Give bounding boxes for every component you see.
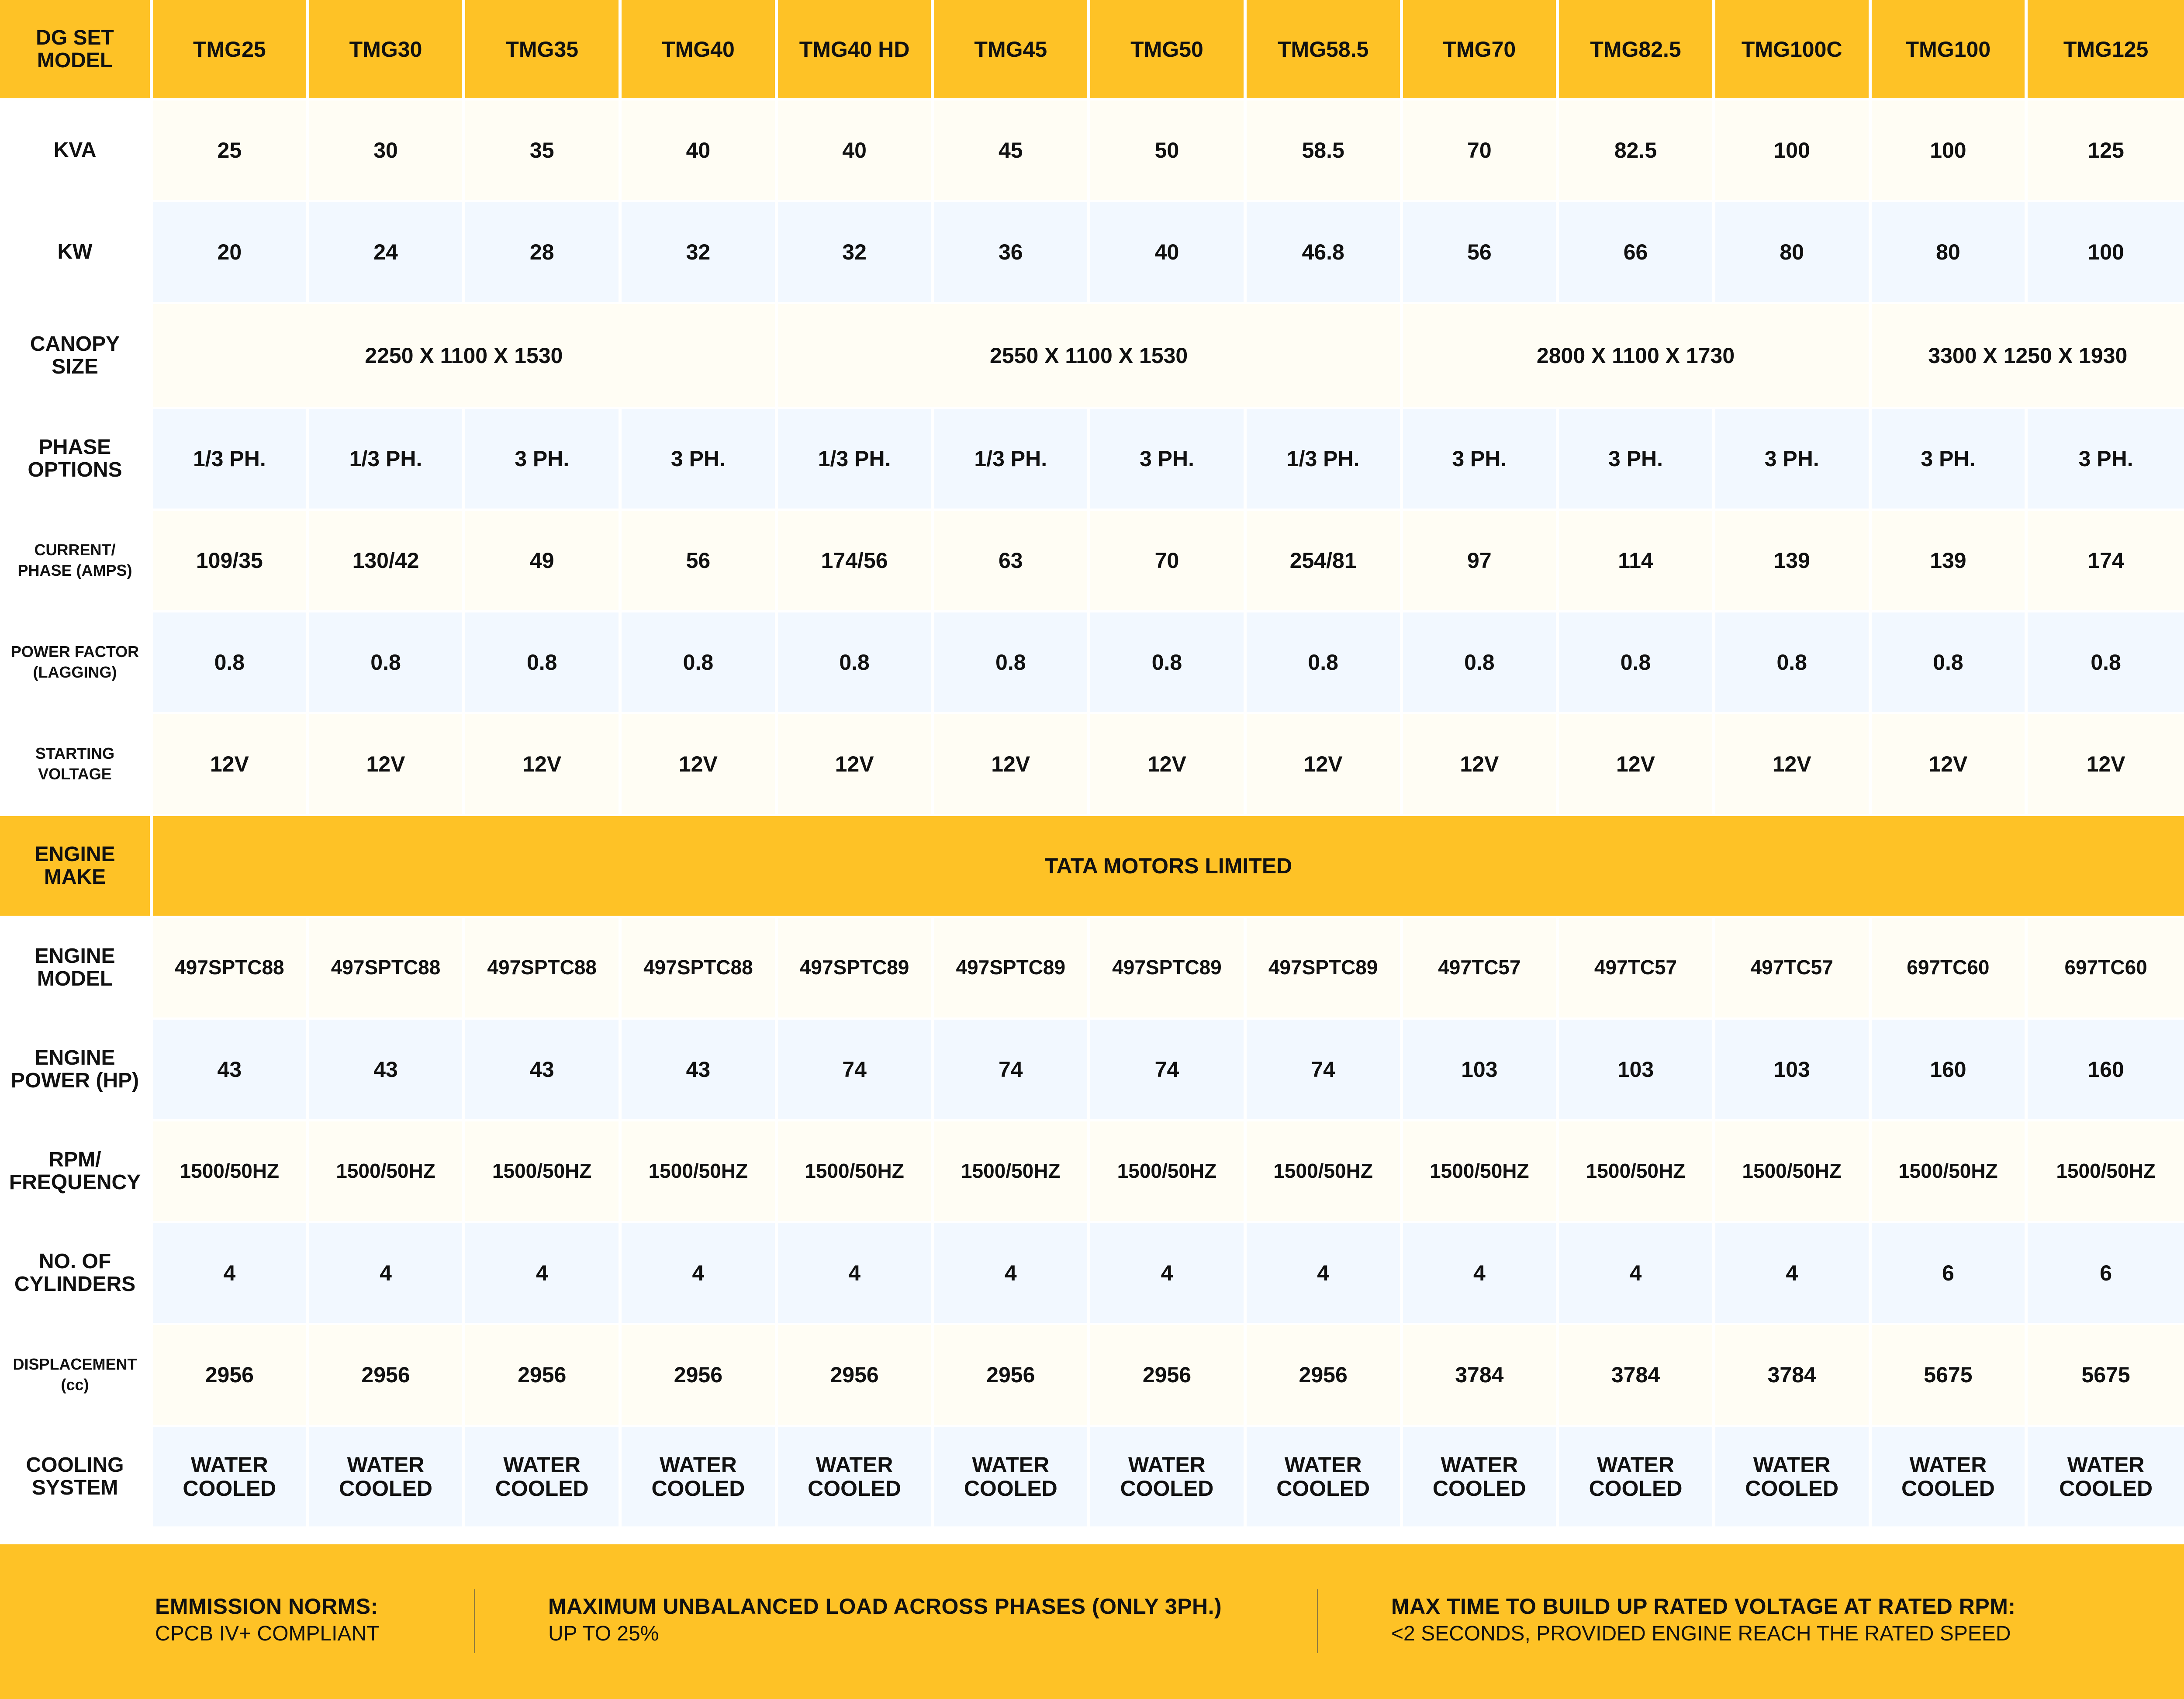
spec-cell: 697TC60 [1872, 918, 2028, 1020]
spec-cell: 100 [2028, 202, 2184, 304]
spec-cell: 2956 [465, 1325, 622, 1427]
spec-cell: 139 [1715, 511, 1872, 612]
row-displacement [0, 1325, 2184, 1427]
spec-cell: 0.8 [153, 612, 309, 714]
spec-cell: 74 [934, 1020, 1090, 1121]
spec-cell: 66 [1559, 202, 1715, 304]
spec-cell: 160 [2028, 1020, 2184, 1121]
spec-cell: 74 [778, 1020, 934, 1121]
spec-cell: 3784 [1403, 1325, 1559, 1427]
spec-cell: 160 [1872, 1020, 2028, 1121]
spec-cell: 497SPTC88 [465, 918, 622, 1020]
emission-title: EMMISSION NORMS: [155, 1594, 378, 1619]
spec-cell: 114 [1559, 511, 1715, 612]
spec-cell: 56 [622, 511, 778, 612]
row-label: PHASE OPTIONS [0, 409, 153, 511]
spec-cell: 0.8 [1872, 612, 2028, 714]
spec-cell: 1500/50HZ [1247, 1121, 1403, 1223]
model-header: TMG70 [1403, 0, 1559, 100]
spec-cell: 0.8 [2028, 612, 2184, 714]
spec-cell: 0.8 [1247, 612, 1403, 714]
spec-cell: WATER COOLED [778, 1427, 934, 1529]
spec-cell: 12V [622, 714, 778, 816]
spec-cell: 3 PH. [622, 409, 778, 511]
model-header: TMG40 HD [778, 0, 934, 100]
spec-cell: 109/35 [153, 511, 309, 612]
spec-cell: WATER COOLED [153, 1427, 309, 1529]
spec-cell: 4 [778, 1223, 934, 1325]
spec-cell: 3 PH. [465, 409, 622, 511]
engine-make-cell: TATA MOTORS LIMITED [153, 816, 2184, 918]
row-label: POWER FACTOR (LAGGING) [0, 612, 153, 714]
spec-cell: 2956 [1247, 1325, 1403, 1427]
spec-cell: 2956 [934, 1325, 1090, 1427]
spec-cell: 4 [1090, 1223, 1247, 1325]
spec-cell: 43 [622, 1020, 778, 1121]
spec-cell: 12V [934, 714, 1090, 816]
spec-cell: 1500/50HZ [1090, 1121, 1247, 1223]
spec-cell: 40 [622, 100, 778, 202]
spec-cell: WATER COOLED [1403, 1427, 1559, 1529]
spec-cell: 49 [465, 511, 622, 612]
row-voltage [0, 714, 2184, 816]
row-kva [0, 100, 2184, 202]
spec-cell: 1500/50HZ [1872, 1121, 2028, 1223]
model-header: TMG50 [1090, 0, 1247, 100]
spec-cell: 254/81 [1247, 511, 1403, 612]
spec-cell: 74 [1090, 1020, 1247, 1121]
spec-cell: 0.8 [778, 612, 934, 714]
spec-cell: 12V [1559, 714, 1715, 816]
spec-cell: 32 [778, 202, 934, 304]
row-cooling [0, 1427, 2184, 1529]
spec-cell: 43 [309, 1020, 466, 1121]
emission-note [155, 1592, 379, 1647]
spec-cell: WATER COOLED [465, 1427, 622, 1529]
emission-value: CPCB IV+ COMPLIANT [155, 1622, 380, 1645]
spec-cell: 97 [1403, 511, 1559, 612]
spec-cell: 1500/50HZ [2028, 1121, 2184, 1223]
spec-cell: 20 [153, 202, 309, 304]
row-engine-model [0, 918, 2184, 1020]
spec-cell: 35 [465, 100, 622, 202]
unbalanced-load-title: MAXIMUM UNBALANCED LOAD ACROSS PHASES (ONLY 3PH.) [548, 1594, 1222, 1619]
spec-cell: 2956 [1090, 1325, 1247, 1427]
model-header: TMG45 [934, 0, 1090, 100]
row-cylinders [0, 1223, 2184, 1325]
model-header: TMG100 [1872, 0, 2028, 100]
footer-divider [1317, 1589, 1318, 1653]
row-label: CURRENT/ PHASE (AMPS) [0, 511, 153, 612]
spec-cell: 63 [934, 511, 1090, 612]
row-phase [0, 409, 2184, 511]
spec-cell: 0.8 [1090, 612, 1247, 714]
unbalanced-load-note [548, 1592, 1222, 1647]
row-label: ENGINE POWER (HP) [0, 1020, 153, 1121]
spec-cell: 3784 [1559, 1325, 1715, 1427]
spec-cell: 174/56 [778, 511, 934, 612]
spec-cell: 24 [309, 202, 466, 304]
spec-cell: WATER COOLED [309, 1427, 466, 1529]
model-header: TMG125 [2028, 0, 2184, 100]
canopy-size-cell: 2250 X 1100 X 1530 [153, 304, 778, 409]
spec-cell: 4 [1247, 1223, 1403, 1325]
canopy-size-cell: 2800 X 1100 X 1730 [1403, 304, 1872, 409]
spec-cell: 497TC57 [1403, 918, 1559, 1020]
spec-cell: 5675 [1872, 1325, 2028, 1427]
spec-cell: 74 [1247, 1020, 1403, 1121]
model-header: TMG100C [1715, 0, 1872, 100]
row-label: COOLING SYSTEM [0, 1427, 153, 1529]
row-engine-make [0, 816, 2184, 918]
row-label: DG SET MODEL [0, 0, 153, 100]
spec-cell: 1/3 PH. [1247, 409, 1403, 511]
canopy-size-cell: 3300 X 1250 X 1930 [1872, 304, 2184, 409]
spec-cell: 1/3 PH. [309, 409, 466, 511]
spec-cell: 1500/50HZ [309, 1121, 466, 1223]
spec-cell: 50 [1090, 100, 1247, 202]
row-label: ENGINE MODEL [0, 918, 153, 1020]
spec-cell: 12V [2028, 714, 2184, 816]
spec-cell: 4 [309, 1223, 466, 1325]
spec-cell: 36 [934, 202, 1090, 304]
spec-cell: 2956 [778, 1325, 934, 1427]
spec-cell: 497SPTC89 [1247, 918, 1403, 1020]
spec-cell: 70 [1090, 511, 1247, 612]
spec-cell: 46.8 [1247, 202, 1403, 304]
spec-cell: 0.8 [1715, 612, 1872, 714]
row-label: RPM/ FREQUENCY [0, 1121, 153, 1223]
spec-cell: 3 PH. [1559, 409, 1715, 511]
spec-cell: 497SPTC89 [1090, 918, 1247, 1020]
spec-cell: 103 [1559, 1020, 1715, 1121]
spec-cell: 56 [1403, 202, 1559, 304]
spec-cell: 4 [1715, 1223, 1872, 1325]
spec-cell: 80 [1872, 202, 2028, 304]
spec-cell: 12V [1872, 714, 2028, 816]
spec-cell: 4 [153, 1223, 309, 1325]
spec-cell: 12V [1403, 714, 1559, 816]
spec-cell: 43 [465, 1020, 622, 1121]
model-header: TMG82.5 [1559, 0, 1715, 100]
spec-cell: 12V [1090, 714, 1247, 816]
spec-cell: 0.8 [622, 612, 778, 714]
spec-cell: 1500/50HZ [1403, 1121, 1559, 1223]
spec-cell: 25 [153, 100, 309, 202]
row-label: KW [0, 202, 153, 304]
row-pf [0, 612, 2184, 714]
spec-cell: 12V [1715, 714, 1872, 816]
spec-cell: 70 [1403, 100, 1559, 202]
spec-cell: WATER COOLED [622, 1427, 778, 1529]
spec-cell: 30 [309, 100, 466, 202]
spec-cell: 0.8 [1403, 612, 1559, 714]
model-header: TMG30 [309, 0, 466, 100]
spec-cell: 6 [2028, 1223, 2184, 1325]
row-label: NO. OF CYLINDERS [0, 1223, 153, 1325]
spec-cell: 12V [1247, 714, 1403, 816]
row-current [0, 511, 2184, 612]
spec-cell: 12V [778, 714, 934, 816]
footer-divider [474, 1589, 475, 1653]
row-kw [0, 202, 2184, 304]
voltage-build-up-value: <2 SECONDS, PROVIDED ENGINE REACH THE RATED SPEED [1391, 1622, 2011, 1645]
spec-cell: 40 [778, 100, 934, 202]
spec-cell: 697TC60 [2028, 918, 2184, 1020]
spec-cell: 4 [622, 1223, 778, 1325]
row-rpm [0, 1121, 2184, 1223]
spec-cell: 139 [1872, 511, 2028, 612]
spec-cell: 80 [1715, 202, 1872, 304]
spec-cell: 2956 [309, 1325, 466, 1427]
spec-cell: 58.5 [1247, 100, 1403, 202]
spec-cell: 12V [153, 714, 309, 816]
spec-cell: 1500/50HZ [465, 1121, 622, 1223]
row-canopy [0, 304, 2184, 409]
footer-notes [0, 1544, 2184, 1699]
voltage-build-up-title: MAX TIME TO BUILD UP RATED VOLTAGE AT RATED RPM: [1391, 1594, 2016, 1619]
spec-cell: 103 [1715, 1020, 1872, 1121]
unbalanced-load-value: UP TO 25% [548, 1622, 659, 1645]
spec-cell: 5675 [2028, 1325, 2184, 1427]
spec-cell: 1500/50HZ [778, 1121, 934, 1223]
spec-cell: 497SPTC88 [309, 918, 466, 1020]
spec-cell: WATER COOLED [2028, 1427, 2184, 1529]
spec-cell: 28 [465, 202, 622, 304]
spec-cell: 2956 [622, 1325, 778, 1427]
canopy-size-cell: 2550 X 1100 X 1530 [778, 304, 1403, 409]
spec-cell: 0.8 [465, 612, 622, 714]
spec-cell: 1500/50HZ [1559, 1121, 1715, 1223]
spec-cell: WATER COOLED [1090, 1427, 1247, 1529]
spec-cell: 12V [465, 714, 622, 816]
row-label: ENGINE MAKE [0, 816, 153, 918]
spec-cell: 4 [1559, 1223, 1715, 1325]
spec-cell: 2956 [153, 1325, 309, 1427]
spec-cell: WATER COOLED [934, 1427, 1090, 1529]
spec-cell: 3 PH. [1715, 409, 1872, 511]
spec-cell: 4 [465, 1223, 622, 1325]
spec-cell: WATER COOLED [1872, 1427, 2028, 1529]
spec-cell: WATER COOLED [1715, 1427, 1872, 1529]
spec-cell: WATER COOLED [1559, 1427, 1715, 1529]
model-header: TMG25 [153, 0, 309, 100]
spec-cell: 130/42 [309, 511, 466, 612]
spec-cell: 100 [1715, 100, 1872, 202]
row-engine-power [0, 1020, 2184, 1121]
row-label: CANOPY SIZE [0, 304, 153, 409]
spec-cell: 1500/50HZ [1715, 1121, 1872, 1223]
spec-cell: 3 PH. [1403, 409, 1559, 511]
spec-cell: 6 [1872, 1223, 2028, 1325]
spec-cell: 100 [1872, 100, 2028, 202]
spec-cell: 0.8 [934, 612, 1090, 714]
spec-cell: WATER COOLED [1247, 1427, 1403, 1529]
spec-cell: 0.8 [1559, 612, 1715, 714]
spec-cell: 12V [309, 714, 466, 816]
spec-cell: 40 [1090, 202, 1247, 304]
spec-cell: 1500/50HZ [153, 1121, 309, 1223]
spec-cell: 3 PH. [2028, 409, 2184, 511]
spec-cell: 497SPTC88 [153, 918, 309, 1020]
spec-cell: 43 [153, 1020, 309, 1121]
spec-cell: 497TC57 [1559, 918, 1715, 1020]
spec-cell: 4 [934, 1223, 1090, 1325]
spec-cell: 497SPTC88 [622, 918, 778, 1020]
spec-cell: 497SPTC89 [778, 918, 934, 1020]
spec-cell: 0.8 [309, 612, 466, 714]
spec-cell: 1500/50HZ [934, 1121, 1090, 1223]
spec-cell: 82.5 [1559, 100, 1715, 202]
spec-cell: 3784 [1715, 1325, 1872, 1427]
row-label: STARTING VOLTAGE [0, 714, 153, 816]
spec-cell: 1/3 PH. [153, 409, 309, 511]
row-label: DISPLACEMENT (cc) [0, 1325, 153, 1427]
row-header [0, 0, 2184, 100]
spec-cell: 497SPTC89 [934, 918, 1090, 1020]
spec-cell: 3 PH. [1090, 409, 1247, 511]
spec-cell: 32 [622, 202, 778, 304]
spec-cell: 497TC57 [1715, 918, 1872, 1020]
row-label: KVA [0, 100, 153, 202]
spec-cell: 3 PH. [1872, 409, 2028, 511]
spec-cell: 1/3 PH. [778, 409, 934, 511]
spec-cell: 4 [1403, 1223, 1559, 1325]
spec-cell: 1500/50HZ [622, 1121, 778, 1223]
spec-cell: 174 [2028, 511, 2184, 612]
voltage-build-up-note [1391, 1592, 2016, 1647]
spec-cell: 125 [2028, 100, 2184, 202]
spec-cell: 45 [934, 100, 1090, 202]
model-header: TMG40 [622, 0, 778, 100]
model-header: TMG35 [465, 0, 622, 100]
model-header: TMG58.5 [1247, 0, 1403, 100]
spec-cell: 1/3 PH. [934, 409, 1090, 511]
spec-cell: 103 [1403, 1020, 1559, 1121]
